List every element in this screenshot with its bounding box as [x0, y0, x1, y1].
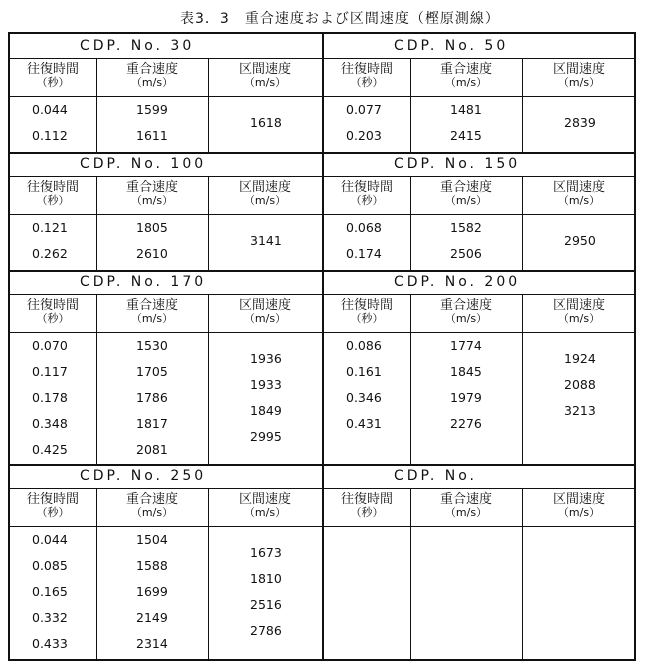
time-value: 0.178: [32, 390, 68, 405]
stack-velocity-value: 1705: [136, 364, 168, 379]
stack-velocity-value: 1530: [136, 338, 168, 353]
time-header-unit: （秒）: [36, 312, 70, 325]
interval-velocity-header-label: 区間速度: [552, 180, 605, 195]
time-value: 0.112: [32, 128, 68, 143]
cdp-label: CDP. No. 250: [80, 468, 207, 484]
time-header: [324, 299, 410, 325]
stack-velocity-header: [410, 493, 522, 519]
stack-velocity-header-unit: （m/s）: [444, 76, 488, 89]
time-header-unit: （秒）: [36, 194, 70, 207]
stack-velocity-header-label: 重合速度: [439, 180, 492, 195]
interval-velocity-value: 2786: [250, 623, 282, 638]
time-value: 0.348: [32, 416, 68, 431]
time-value: 0.044: [32, 532, 68, 547]
interval-velocity-value: 1618: [250, 115, 282, 130]
stack-velocity-header-unit: （m/s）: [130, 506, 174, 519]
time-value: 0.117: [32, 364, 68, 379]
data-divider: [10, 96, 634, 97]
header-divider: [10, 294, 634, 295]
stack-velocity-value: 1582: [450, 220, 482, 235]
stack-velocity-header: [96, 299, 208, 325]
stack-velocity-value: 1599: [136, 102, 168, 117]
interval-velocity-value: 1933: [250, 377, 282, 392]
stack-velocity-value: 1481: [450, 102, 482, 117]
interval-velocity-header-unit: （m/s）: [243, 506, 287, 519]
time-header-label: 往復時間: [26, 298, 79, 313]
interval-velocity-value: 2995: [250, 429, 282, 444]
stack-velocity-header: [96, 181, 208, 207]
time-header: [10, 63, 96, 89]
stack-velocity-value: 2276: [450, 416, 482, 431]
interval-velocity-header-unit: （m/s）: [557, 76, 601, 89]
stack-velocity-value: 1611: [136, 128, 168, 143]
stack-velocity-header: [410, 63, 522, 89]
stack-velocity-value: 2149: [136, 610, 168, 625]
cdp-label: CDP. No. 100: [80, 156, 207, 172]
stack-velocity-header-unit: （m/s）: [444, 194, 488, 207]
time-value: 0.203: [346, 128, 382, 143]
interval-velocity-header-label: 区間速度: [552, 62, 605, 77]
time-header-unit: （秒）: [36, 506, 70, 519]
interval-velocity-header: [522, 299, 636, 325]
time-value: 0.077: [346, 102, 382, 117]
time-header-label: 往復時間: [340, 180, 393, 195]
interval-velocity-header: [208, 493, 322, 519]
stack-velocity-header-unit: （m/s）: [444, 506, 488, 519]
interval-velocity-header-unit: （m/s）: [557, 194, 601, 207]
interval-velocity-value: 3213: [564, 403, 596, 418]
center-divider: [322, 34, 324, 659]
band-divider: [10, 464, 634, 466]
data-divider: [10, 214, 634, 215]
interval-velocity-header-label: 区間速度: [238, 62, 291, 77]
velocity-table: [8, 32, 636, 661]
stack-velocity-value: 2610: [136, 246, 168, 261]
time-value: 0.161: [346, 364, 382, 379]
time-header: [324, 181, 410, 207]
interval-velocity-header: [208, 63, 322, 89]
time-header: [10, 181, 96, 207]
time-value: 0.346: [346, 390, 382, 405]
stack-velocity-header-unit: （m/s）: [130, 312, 174, 325]
data-divider: [10, 332, 634, 333]
stack-velocity-value: 1699: [136, 584, 168, 599]
stack-velocity-value: 1774: [450, 338, 482, 353]
interval-velocity-value: 2950: [564, 233, 596, 248]
stack-velocity-header-unit: （m/s）: [444, 312, 488, 325]
time-value: 0.174: [346, 246, 382, 261]
stack-velocity-value: 1817: [136, 416, 168, 431]
interval-velocity-header-label: 区間速度: [238, 492, 291, 507]
interval-velocity-value: 2839: [564, 115, 596, 130]
time-value: 0.431: [346, 416, 382, 431]
stack-velocity-header-label: 重合速度: [439, 62, 492, 77]
time-header-unit: （秒）: [350, 312, 384, 325]
time-header-label: 往復時間: [340, 492, 393, 507]
time-value: 0.070: [32, 338, 68, 353]
table-title: 表3．3 重合速度および区間速度（樫原測線）: [180, 11, 500, 27]
interval-velocity-header-label: 区間速度: [552, 298, 605, 313]
header-divider: [10, 176, 634, 177]
interval-velocity-header: [522, 63, 636, 89]
interval-velocity-header-label: 区間速度: [552, 492, 605, 507]
time-value: 0.425: [32, 442, 68, 457]
cdp-label: CDP. No. 150: [394, 156, 521, 172]
stack-velocity-header: [410, 299, 522, 325]
time-value: 0.262: [32, 246, 68, 261]
header-divider: [10, 58, 634, 59]
time-header-unit: （秒）: [36, 76, 70, 89]
interval-velocity-value: 1810: [250, 571, 282, 586]
stack-velocity-value: 2314: [136, 636, 168, 651]
time-value: 0.121: [32, 220, 68, 235]
stack-velocity-header-label: 重合速度: [125, 298, 178, 313]
time-header-label: 往復時間: [340, 298, 393, 313]
interval-velocity-value: 1924: [564, 351, 596, 366]
interval-velocity-header-unit: （m/s）: [243, 194, 287, 207]
time-header: [324, 63, 410, 89]
time-header-unit: （秒）: [350, 506, 384, 519]
cdp-label: CDP. No. 30: [80, 38, 195, 54]
stack-velocity-value: 1805: [136, 220, 168, 235]
stack-velocity-header-unit: （m/s）: [130, 76, 174, 89]
cdp-label: CDP. No. 200: [394, 274, 521, 290]
stack-velocity-header-unit: （m/s）: [130, 194, 174, 207]
time-value: 0.085: [32, 558, 68, 573]
time-value: 0.044: [32, 102, 68, 117]
time-header: [10, 493, 96, 519]
stack-velocity-value: 2506: [450, 246, 482, 261]
interval-velocity-header: [208, 299, 322, 325]
time-header-unit: （秒）: [350, 194, 384, 207]
cdp-label: CDP. No.: [394, 468, 477, 484]
stack-velocity-value: 1786: [136, 390, 168, 405]
time-value: 0.086: [346, 338, 382, 353]
time-header: [10, 299, 96, 325]
header-divider: [10, 488, 634, 489]
time-header-label: 往復時間: [340, 62, 393, 77]
stack-velocity-value: 1588: [136, 558, 168, 573]
interval-velocity-header-unit: （m/s）: [243, 76, 287, 89]
cdp-label: CDP. No. 50: [394, 38, 509, 54]
interval-velocity-header: [208, 181, 322, 207]
interval-velocity-value: 1673: [250, 545, 282, 560]
stack-velocity-value: 1979: [450, 390, 482, 405]
time-header-label: 往復時間: [26, 180, 79, 195]
interval-velocity-value: 2088: [564, 377, 596, 392]
cdp-label: CDP. No. 170: [80, 274, 207, 290]
interval-velocity-value: 2516: [250, 597, 282, 612]
interval-velocity-header-unit: （m/s）: [557, 312, 601, 325]
time-value: 0.332: [32, 610, 68, 625]
data-divider: [10, 526, 634, 527]
stack-velocity-header-label: 重合速度: [439, 492, 492, 507]
band-divider: [10, 152, 634, 154]
interval-velocity-header-label: 区間速度: [238, 180, 291, 195]
stack-velocity-header-label: 重合速度: [125, 180, 178, 195]
stack-velocity-value: 1504: [136, 532, 168, 547]
time-value: 0.068: [346, 220, 382, 235]
time-header-unit: （秒）: [350, 76, 384, 89]
time-value: 0.433: [32, 636, 68, 651]
interval-velocity-value: 3141: [250, 233, 282, 248]
stack-velocity-header-label: 重合速度: [125, 492, 178, 507]
interval-velocity-header-unit: （m/s）: [557, 506, 601, 519]
time-header-label: 往復時間: [26, 62, 79, 77]
stack-velocity-value: 1845: [450, 364, 482, 379]
stack-velocity-value: 2415: [450, 128, 482, 143]
stack-velocity-value: 2081: [136, 442, 168, 457]
time-header: [324, 493, 410, 519]
band-divider: [10, 270, 634, 272]
interval-velocity-header: [522, 493, 636, 519]
interval-velocity-value: 1849: [250, 403, 282, 418]
stack-velocity-header-label: 重合速度: [439, 298, 492, 313]
interval-velocity-header: [522, 181, 636, 207]
interval-velocity-header-label: 区間速度: [238, 298, 291, 313]
stack-velocity-header: [410, 181, 522, 207]
interval-velocity-value: 1936: [250, 351, 282, 366]
stack-velocity-header: [96, 63, 208, 89]
stack-velocity-header-label: 重合速度: [125, 62, 178, 77]
stack-velocity-header: [96, 493, 208, 519]
interval-velocity-header-unit: （m/s）: [243, 312, 287, 325]
time-header-label: 往復時間: [26, 492, 79, 507]
time-value: 0.165: [32, 584, 68, 599]
